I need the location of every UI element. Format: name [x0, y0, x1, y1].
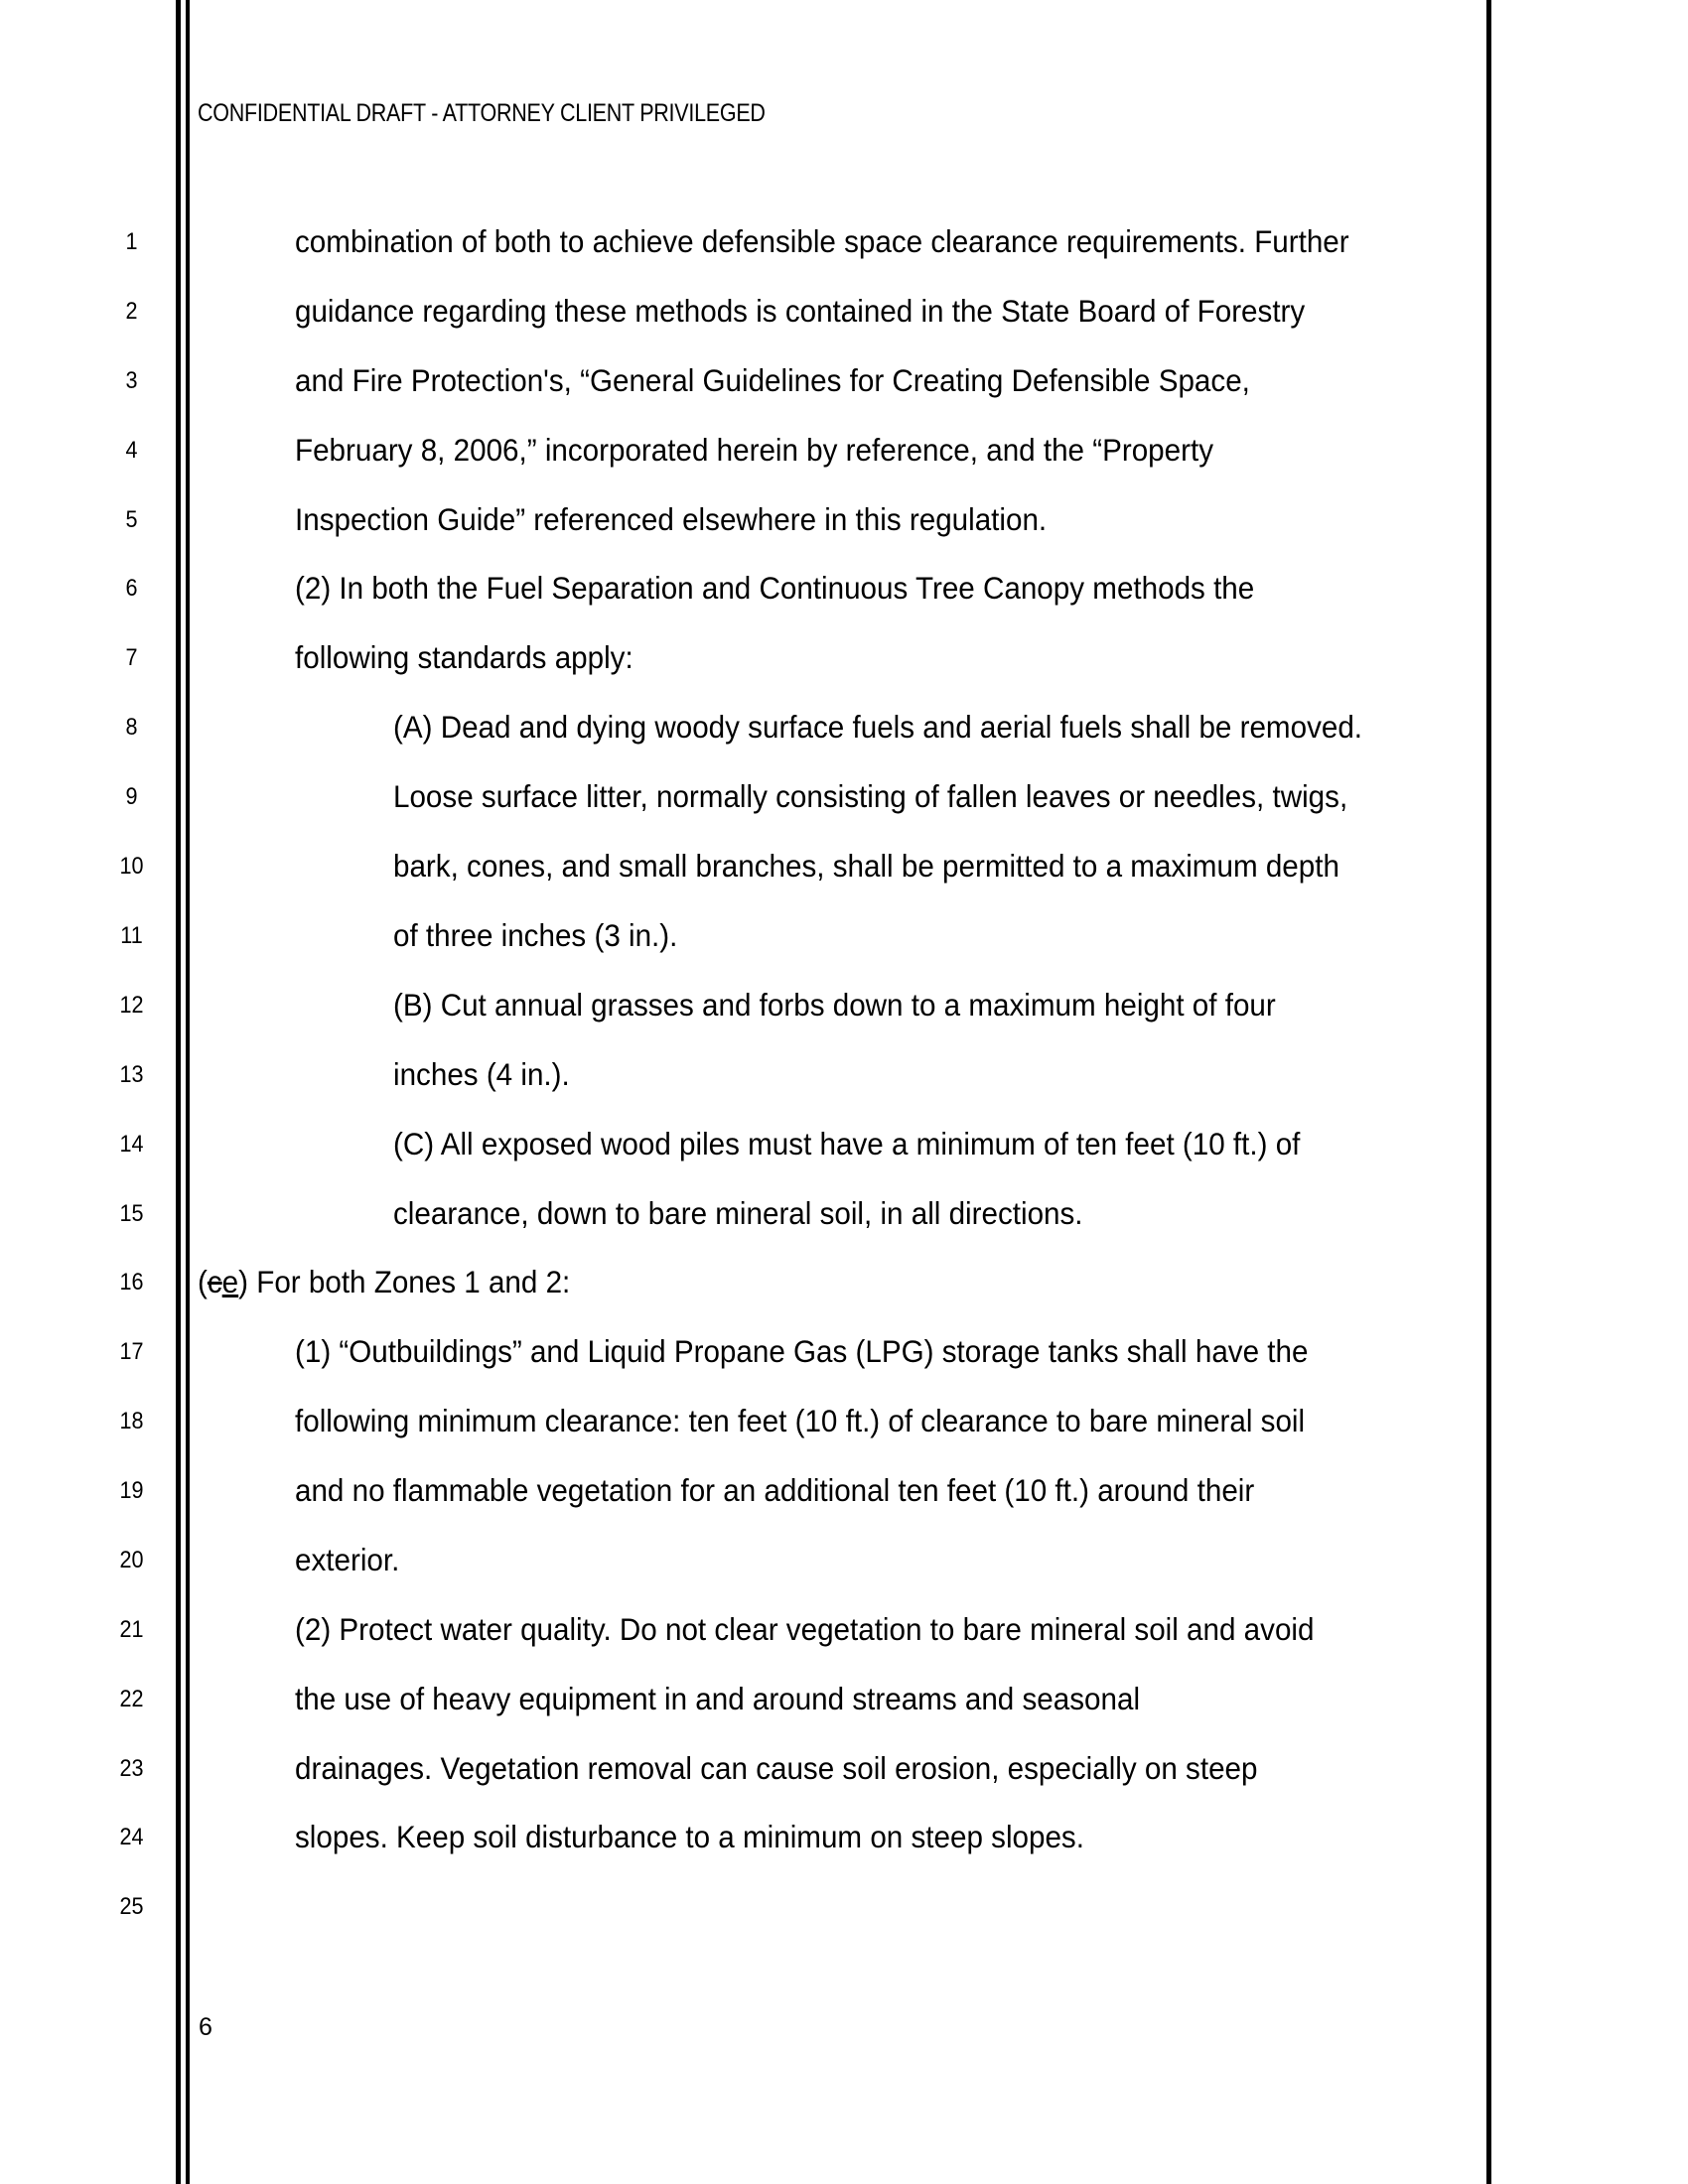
line-number: 5 [125, 506, 138, 533]
line-number: 14 [119, 1131, 144, 1158]
line-number: 1 [125, 228, 138, 255]
text-line: Loose surface litter, normally consisting of fallen leaves or needles, twigs, [393, 778, 1348, 814]
line-number: 6 [125, 575, 138, 602]
line-number: 23 [119, 1755, 144, 1782]
open-paren: ( [198, 1264, 208, 1299]
text-line: (2) Protect water quality. Do not clear vegetation to bare mineral soil and avoid [295, 1611, 1315, 1647]
line-number: 18 [119, 1408, 144, 1434]
line-number: 25 [119, 1893, 144, 1920]
left-margin-rule-inner [186, 0, 190, 2184]
line-number: 13 [119, 1061, 144, 1088]
text-line: and Fire Protection's, “General Guidelines for Creating Defensible Space, [295, 362, 1250, 398]
line-number: 3 [125, 367, 138, 394]
line-number: 7 [125, 644, 138, 671]
text-line: (A) Dead and dying woody surface fuels and aerial fuels shall be removed. [393, 709, 1363, 745]
text-line: drainages. Vegetation removal can cause soil erosion, especially on steep [295, 1750, 1258, 1786]
text-line: (C) All exposed wood piles must have a minimum of ten feet (10 ft.) of [393, 1126, 1301, 1161]
line-number: 12 [119, 992, 144, 1019]
line-number: 4 [125, 437, 138, 464]
text-line-revision [198, 1264, 570, 1300]
text-line: the use of heavy equipment in and around streams and seasonal [295, 1681, 1141, 1716]
line-number: 8 [125, 714, 138, 741]
text-line: combination of both to achieve defensible space clearance requirements. Further [295, 223, 1349, 259]
line-number: 15 [119, 1200, 144, 1227]
line-number: 2 [125, 298, 138, 325]
text-line: and no flammable vegetation for an additional ten feet (10 ft.) around their [295, 1472, 1255, 1508]
text-line: February 8, 2006,” incorporated herein by reference, and the “Property [295, 432, 1214, 468]
line-number: 19 [119, 1477, 144, 1504]
text-line: inches (4 in.). [393, 1056, 570, 1092]
text-line: Inspection Guide” referenced elsewhere in this regulation. [295, 501, 1048, 537]
line-number: 11 [120, 922, 143, 949]
confidential-header: CONFIDENTIAL DRAFT - ATTORNEY CLIENT PRIVILEGED [198, 99, 766, 127]
left-margin-rule-outer [176, 0, 181, 2184]
text-line: (2) In both the Fuel Separation and Continuous Tree Canopy methods the [295, 570, 1255, 606]
text-line: bark, cones, and small branches, shall be permitted to a maximum depth [393, 848, 1339, 884]
line-number: 20 [119, 1547, 144, 1573]
page-number: 6 [199, 2013, 212, 2041]
text-line: exterior. [295, 1542, 400, 1577]
text-line: (B) Cut annual grasses and forbs down to a maximum height of four [393, 987, 1276, 1023]
line-number: 9 [125, 783, 138, 810]
line-number: 10 [119, 853, 144, 880]
inserted-text: e [221, 1264, 239, 1299]
line-number: 17 [119, 1338, 144, 1365]
text-line: slopes. Keep soil disturbance to a minimum on steep slopes. [295, 1819, 1084, 1854]
text-line: clearance, down to bare mineral soil, in all directions. [393, 1195, 1083, 1231]
line-number: 16 [119, 1269, 144, 1296]
line-number: 22 [119, 1686, 144, 1712]
text-line: guidance regarding these methods is contained in the State Board of Forestry [295, 293, 1306, 329]
text-line: following standards apply: [295, 639, 633, 675]
text-line: (1) “Outbuildings” and Liquid Propane Gas (LPG) storage tanks shall have the [295, 1333, 1309, 1369]
text-line: of three inches (3 in.). [393, 917, 678, 953]
text-line: following minimum clearance: ten feet (10 ft.) of clearance to bare mineral soil [295, 1403, 1306, 1438]
line-number: 24 [119, 1824, 144, 1850]
right-margin-rule [1486, 0, 1491, 2184]
deleted-text: c [207, 1264, 222, 1299]
line-remainder: ) For both Zones 1 and 2: [238, 1264, 571, 1299]
line-number: 21 [119, 1616, 144, 1643]
